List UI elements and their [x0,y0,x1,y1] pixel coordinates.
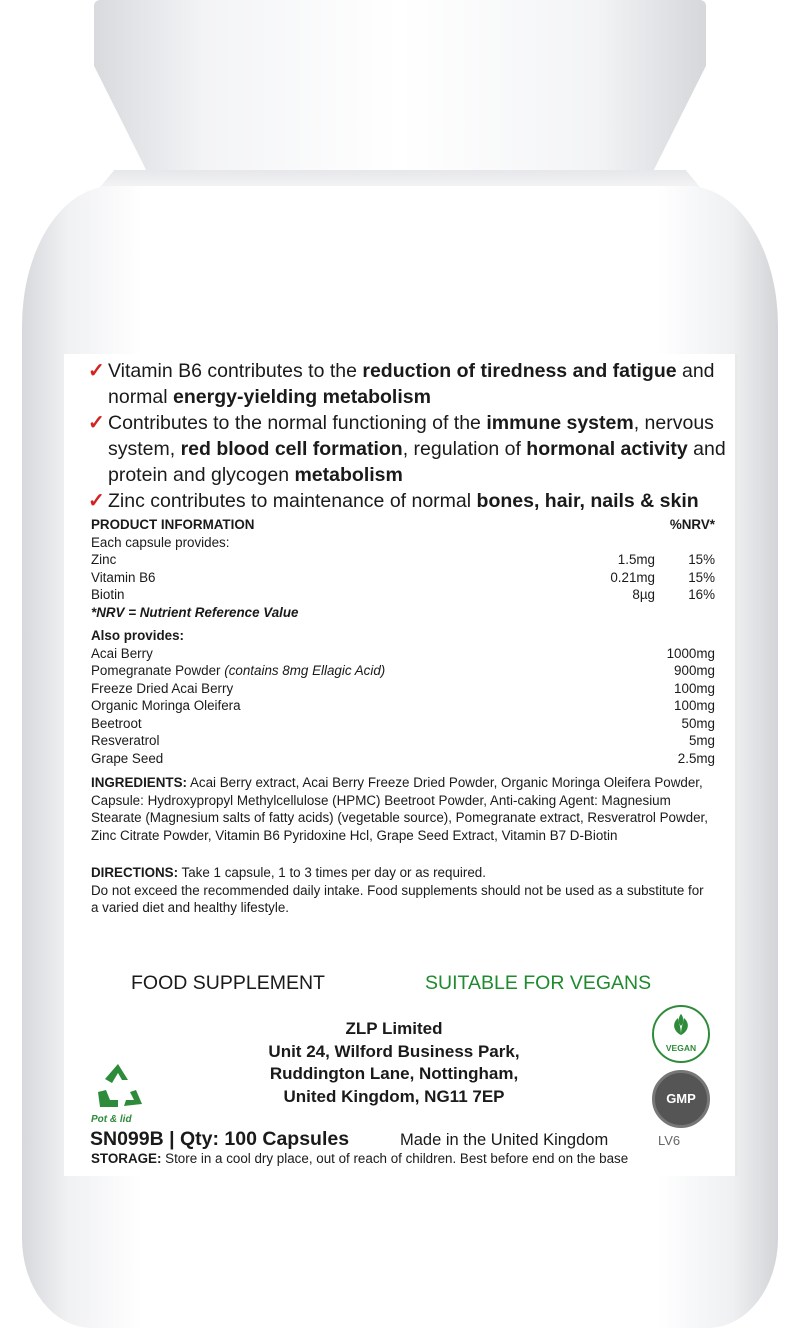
claim-item: ✓ Contributes to the normal functioning of the immune system, nervous system, red blood cell formation, regulation of hormonal activity and protein and glycogen metabolism [88,412,726,486]
vegan-badge-icon: VEGAN [652,1005,710,1063]
check-icon: ✓ [88,412,105,434]
product-code: SN099B | Qty: 100 Capsules [90,1128,350,1150]
claim-item: ✓ Vitamin B6 contributes to the reduction of tiredness and fatigue and normal energy-yielding metabolism [88,360,715,408]
suitable-for-vegans-text: SUITABLE FOR VEGANS [425,972,652,994]
also-row: Acai Berry 1000mg [91,645,715,661]
nutrient-row: Biotin 8µg 16% [91,587,715,602]
also-row: Grape Seed 2.5mg [91,750,715,766]
product-label [64,354,738,1176]
bottle-cap [94,0,706,188]
food-supplement-text: FOOD SUPPLEMENT [131,972,325,994]
also-row: Pomegranate Powder (contains 8mg Ellagic Acid) 900mg [91,663,715,678]
made-in-text: Made in the United Kingdom [400,1131,609,1149]
gmp-badge-icon: GMP [652,1070,710,1128]
directions-warning: Do not exceed the recommended daily intake. Food supplements should not be used as a substitute for a varied diet and healthy lifestyle. [91,882,704,915]
pot-lid-text: Pot & lid [91,1114,132,1125]
check-icon: ✓ [88,360,105,382]
also-row: Beetroot 50mg [91,715,715,731]
storage-text: STORAGE: Store in a cool dry place, out of reach of children. Best before end on the base [91,1151,629,1166]
claim-item: ✓ Zinc contributes to maintenance of normal bones, hair, nails & skin [88,490,699,512]
nrv-header: %NRV* [669,517,715,532]
directions: DIRECTIONS: Take 1 capsule, 1 to 3 times per day or as required. Do not exceed the recommended daily intake. Food supplements should not be used as a substitute for a varied diet and healthy lifestyle. [91,864,713,917]
also-row: Organic Moringa Oleifera 100mg [91,698,715,713]
recycle-icon [90,1060,146,1118]
product-info-header: PRODUCT INFORMATION %NRV* [91,517,715,532]
each-capsule-text: Each capsule provides: [91,534,230,550]
product-information [91,516,715,767]
also-row: Freeze Dried Acai Berry 100mg [91,680,715,696]
health-claims [88,358,728,514]
nutrient-row: Vitamin B6 0.21mg 15% [91,569,715,585]
also-provides-title: Also provides: [91,628,185,643]
also-row: Resveratrol 5mg [91,733,715,748]
ingredients: INGREDIENTS: Acai Berry extract, Acai Berry Freeze Dried Powder, Organic Moringa Oleifera Powder, Capsule: Hydroxypropyl Methylcellulose (HPMC) Beetroot Powder, Anti-caking Agent: Magnesium Stearate (Magnesium salts of fatty acids) (vegetable source), Pomegranate extract, Resveratrol Powder, Zinc Citrate Powder, Vitamin B6 Pyridoxine Hcl, Grape Seed Extract, Vitamin B7 D-Biotin [91,775,708,843]
nutrient-row: Zinc 1.5mg 15% [91,552,715,567]
company-address: ZLP Limited Unit 24, Wilford Business Park, Ruddington Lane, Nottingham, United Kingdom, NG11 7EP [268,1019,520,1106]
nrv-note: *NRV = Nutrient Reference Value [91,604,299,620]
lv-code: LV6 [658,1133,681,1148]
check-icon: ✓ [88,490,105,512]
